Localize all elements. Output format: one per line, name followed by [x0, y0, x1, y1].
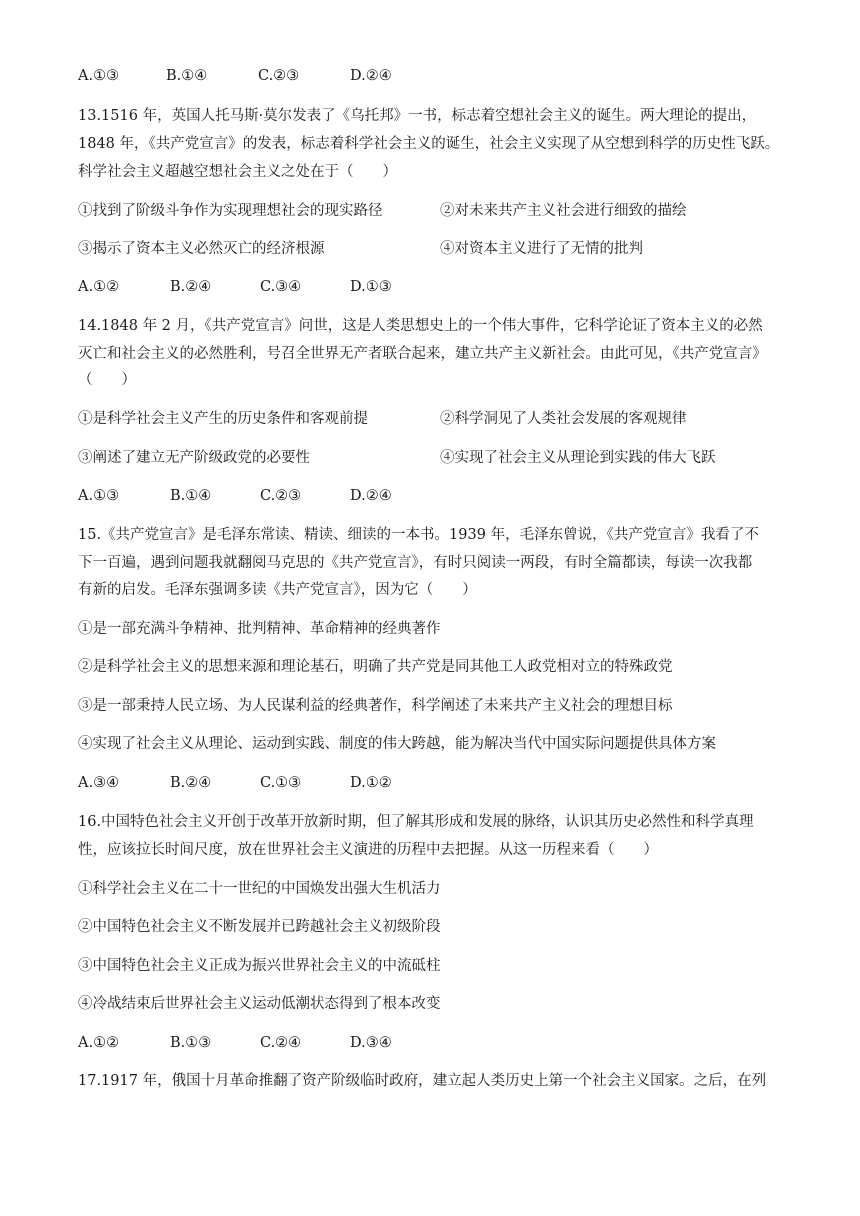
q14-item-1: ①是科学社会主义产生的历史条件和客观前提 [78, 411, 368, 427]
q13-option-a: A.①② [78, 279, 120, 295]
q14-option-b: B.①④ [170, 488, 212, 504]
q14-item-4: ④实现了社会主义从理论到实践的伟大飞跃 [440, 450, 716, 466]
q17-stem-line-1: 17.1917 年，俄国十月革命推翻了资产阶级临时政府，建立起人类历史上第一个社会主义国家。之后，在列 [78, 1073, 767, 1089]
q13-option-d: D.①③ [350, 279, 392, 295]
q14-item-3: ③阐述了建立无产阶级政党的必要性 [78, 450, 310, 466]
q12-option-d: D.②④ [350, 68, 392, 84]
q13-item-1: ①找到了阶级斗争作为实现理想社会的现实路径 [78, 203, 383, 219]
q16-item-2: ②中国特色社会主义不断发展并已跨越社会主义初级阶段 [78, 919, 441, 935]
q13-option-b: B.②④ [170, 279, 212, 295]
q16-option-b: B.①③ [170, 1035, 212, 1051]
q14-stem-line-3: （ ） [78, 372, 136, 388]
q13-stem-line-1: 13.1516 年，英国人托马斯·莫尔发表了《乌托邦》一书，标志着空想社会主义的诞生。两大理论的提出， [78, 108, 757, 124]
q13-item-4: ④对资本主义进行了无情的批判 [440, 241, 643, 257]
q15-option-d: D.①② [350, 775, 392, 791]
q16-option-a: A.①② [78, 1035, 120, 1051]
q12-option-a: A.①③ [78, 68, 120, 84]
q14-stem-line-2: 灭亡和社会主义的必然胜利，号召全世界无产者联合起来，建立共产主义新社会。由此可见，《共产党宣言》 [78, 346, 767, 362]
q16-item-1: ①科学社会主义在二十一世纪的中国焕发出强大生机活力 [78, 881, 441, 897]
q14-option-a: A.①③ [78, 488, 120, 504]
q13-item-2: ②对未来共产主义社会进行细致的描绘 [440, 203, 687, 219]
q16-stem-line-2: 性，应该拉长时间尺度，放在世界社会主义演进的历程中去把握。从这一历程来看（ ） [78, 842, 658, 858]
q16-option-d: D.③④ [350, 1035, 392, 1051]
q15-stem-line-2: 下一百遍，遇到问题我就翻阅马克思的《共产党宣言》，有时只阅读一两段，有时全篇都读，每读一次我都 [78, 555, 753, 571]
q13-items-row-1 [78, 201, 798, 221]
q14-items-row-2 [78, 448, 798, 468]
q15-stem-line-1: 15.《共产党宣言》是毛泽东常读、精读、细读的一本书。1939 年，毛泽东曾说，《共产党宣言》我看了不 [78, 527, 759, 543]
q12-option-c: C.②③ [258, 68, 300, 84]
q12-option-b: B.①④ [166, 68, 208, 84]
q13-items-row-2 [78, 239, 798, 259]
q14-stem-line-1: 14.1848 年 2 月，《共产党宣言》问世，这是人类思想史上的一个伟大事件，它科学论证了资本主义的必然 [78, 318, 763, 334]
q16-item-3: ③中国特色社会主义正成为振兴世界社会主义的中流砥柱 [78, 958, 441, 974]
q15-stem-line-3: 有新的启发。毛泽东强调多读《共产党宣言》，因为它（ ） [78, 582, 477, 598]
q14-option-d: D.②④ [350, 488, 392, 504]
q13-option-c: C.③④ [260, 279, 302, 295]
q16-option-c: C.②④ [260, 1035, 302, 1051]
q14-option-c: C.②③ [260, 488, 302, 504]
q14-items-row-1 [78, 409, 798, 429]
q15-item-4: ④实现了社会主义从理论、运动到实践、制度的伟大跨越，能为解决当代中国实际问题提供具体方案 [78, 736, 716, 752]
q13-stem-line-3: 科学社会主义超越空想社会主义之处在于（ ） [78, 164, 397, 180]
q16-item-4: ④冷战结束后世界社会主义运动低潮状态得到了根本改变 [78, 996, 441, 1012]
q15-item-1: ①是一部充满斗争精神、批判精神、革命精神的经典著作 [78, 621, 441, 637]
q15-option-b: B.②④ [170, 775, 212, 791]
q15-item-3: ③是一部秉持人民立场、为人民谋利益的经典著作，科学阐述了未来共产主义社会的理想目标 [78, 698, 673, 714]
q13-stem-line-2: 1848 年，《共产党宣言》的发表，标志着科学社会主义的诞生，社会主义实现了从空想到科学的历史性飞跃。 [78, 136, 780, 152]
q15-item-2: ②是科学社会主义的思想来源和理论基石，明确了共产党是同其他工人政党相对立的特殊政党 [78, 659, 673, 675]
q13-item-3: ③揭示了资本主义必然灭亡的经济根源 [78, 241, 325, 257]
q16-stem-line-1: 16.中国特色社会主义开创于改革开放新时期，但了解其形成和发展的脉络，认识其历史必然性和科学真理 [78, 814, 754, 830]
q15-option-a: A.③④ [78, 775, 120, 791]
q15-option-c: C.①③ [260, 775, 302, 791]
q14-item-2: ②科学洞见了人类社会发展的客观规律 [440, 411, 687, 427]
